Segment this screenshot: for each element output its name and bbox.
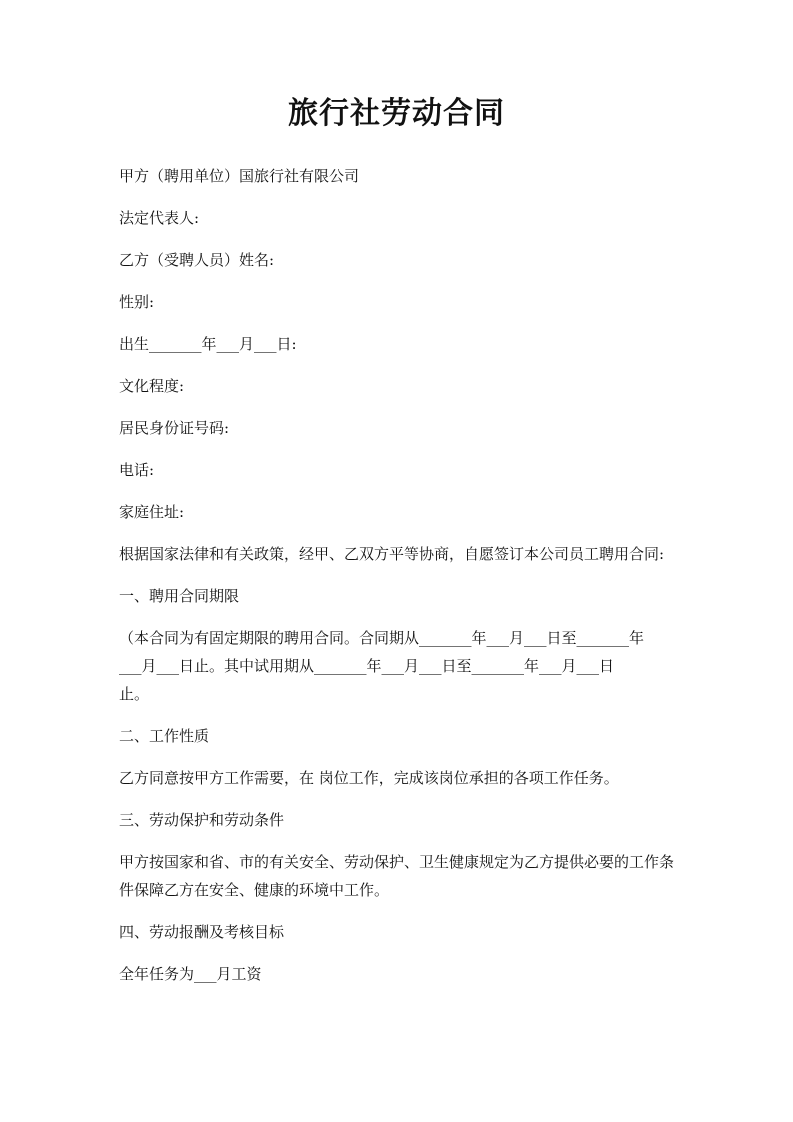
section-3-text-line-1: 甲方按国家和省、市的有关安全、劳动保护、卫生健康规定为乙方提供必要的工作条	[119, 853, 675, 871]
document-title: 旅行社劳动合同	[288, 96, 505, 131]
education-line: 文化程度:	[119, 377, 185, 395]
section-1-heading: 一、聘用合同期限	[119, 587, 240, 605]
section-3-heading: 三、劳动保护和劳动条件	[119, 811, 285, 829]
address-line: 家庭住址:	[119, 503, 185, 521]
section-1-text-line-3: 止。	[119, 685, 150, 703]
party-a-line: 甲方（聘用单位）国旅行社有限公司	[119, 167, 360, 185]
party-b-name-line: 乙方（受聘人员）姓名:	[119, 251, 275, 269]
phone-line: 电话:	[119, 461, 155, 479]
id-number-line: 居民身份证号码:	[119, 419, 230, 437]
section-3-text-line-2: 件保障乙方在安全、健康的环境中工作。	[119, 881, 390, 899]
gender-line: 性别:	[119, 293, 155, 311]
preamble-paragraph: 根据国家法律和有关政策，经甲、乙双方平等协商，自愿签订本公司员工聘用合同:	[119, 545, 665, 563]
section-1-text-line-1: （本合同为有固定期限的聘用合同。合同期从_______年___月___日至_______年	[119, 629, 645, 647]
section-4-heading: 四、劳动报酬及考核目标	[119, 923, 285, 941]
birth-date-line: 出生_______年___月___日:	[119, 335, 297, 353]
section-1-text-line-2: ___月___日止。其中试用期从_______年___月___日至_______年___月___日	[119, 657, 615, 675]
section-2-heading: 二、工作性质	[119, 727, 210, 745]
section-2-text: 乙方同意按甲方工作需要，在 岗位工作，完成该岗位承担的各项工作任务。	[119, 769, 619, 787]
section-4-text: 全年任务为___月工资	[119, 965, 262, 983]
legal-representative-line: 法定代表人:	[119, 209, 200, 227]
